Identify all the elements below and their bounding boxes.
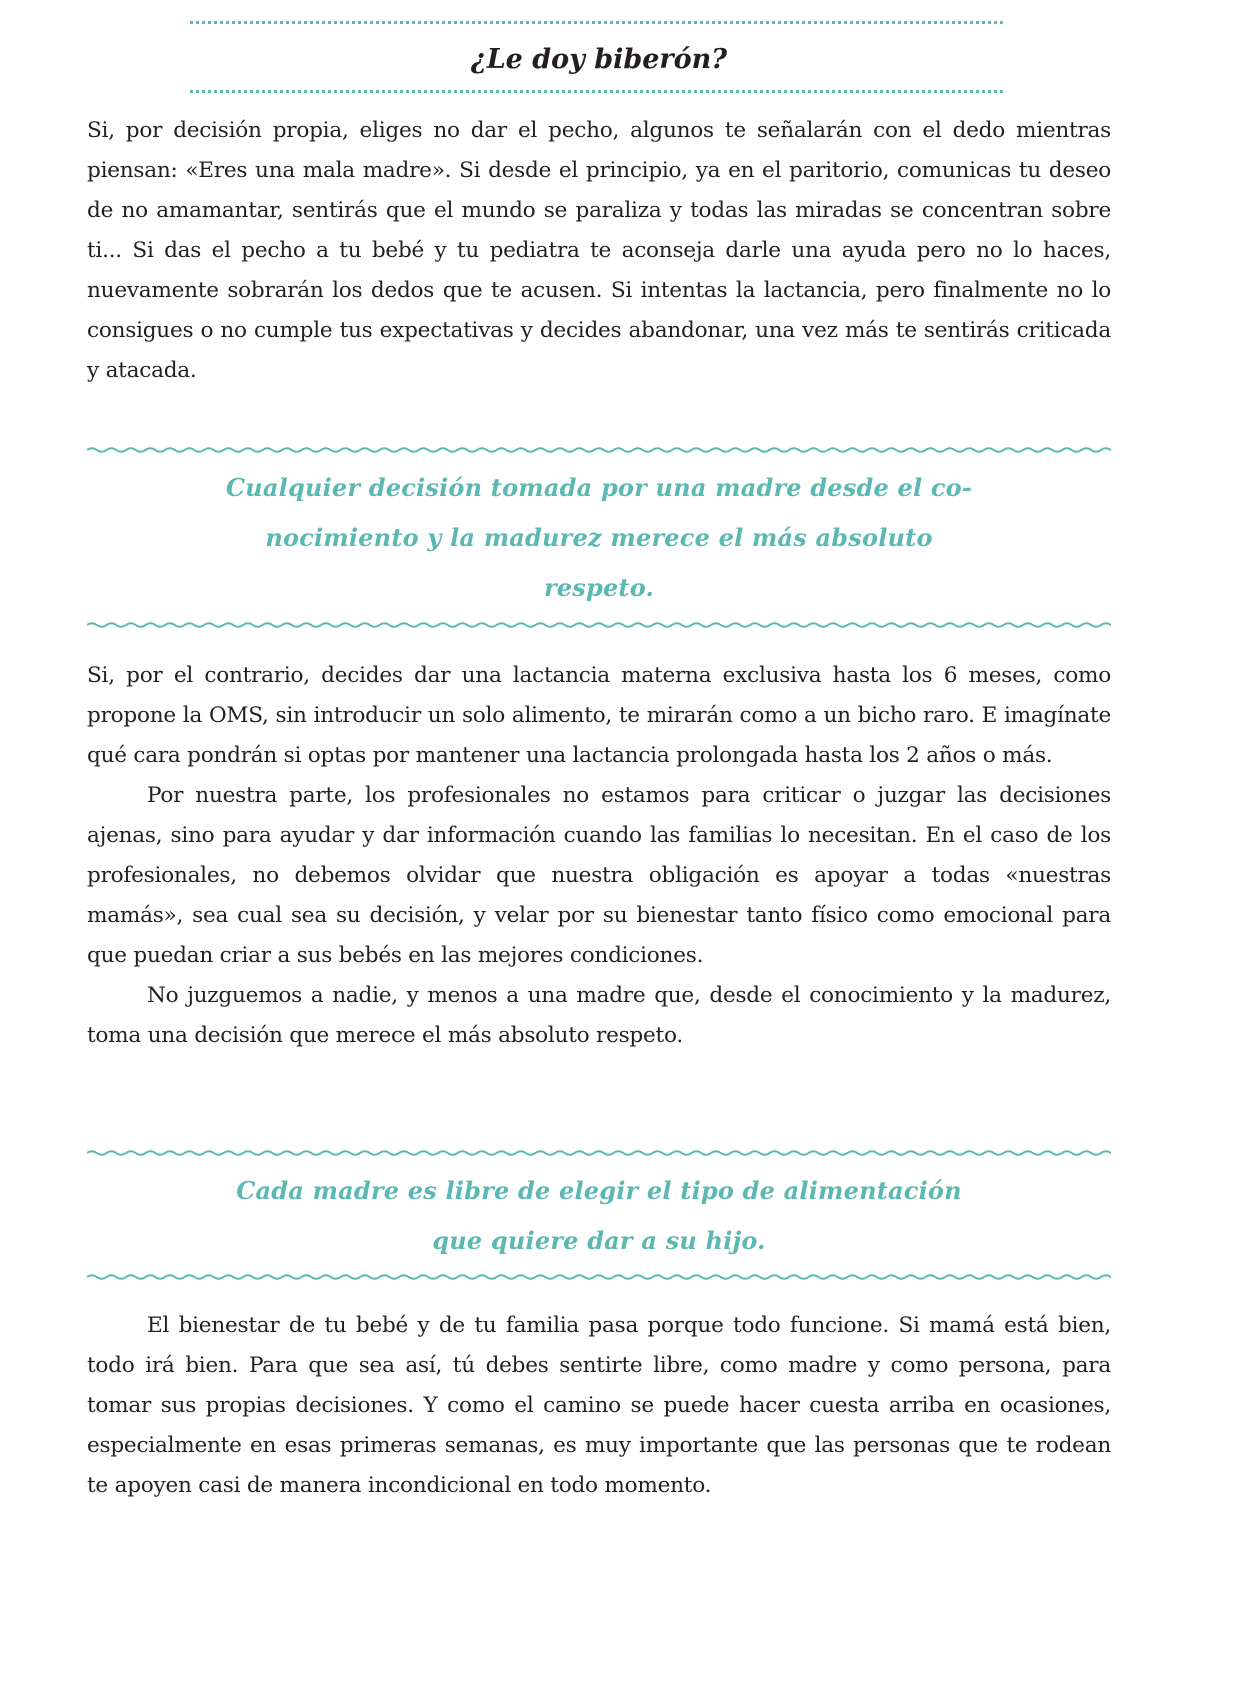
pull-quote-line: Cada madre es libre de elegir el tipo de alimentación: [236, 1176, 962, 1205]
wavy-divider: [87, 1270, 1111, 1284]
intro-text: [87, 111, 1111, 391]
paragraph: El bienestar de tu bebé y de tu familia pasa porque todo funcione. Si mamá está bien, todo irá bien. Para que sea así, tú debes sentirte libre, como madre y como persona, para tomar sus propias decisiones. Y como el camino se puede hacer cuesta arriba en ocasiones, especialmente en esas primeras semanas, es muy importante que las personas que te rodean te apoyen casi de manera incondicional en todo momento.: [87, 1313, 1111, 1498]
final-text: [87, 1306, 1111, 1506]
paragraph: Si, por decisión propia, eliges no dar el pecho, algunos te señalarán con el dedo mientras piensan: «Eres una mala madre». Si desde el principio, ya en el paritorio, comunicas tu deseo de no amamantar, sentirás que el mundo se paraliza y todas las miradas se concentran sobre ti... Si das el pecho a tu bebé y tu pediatra te aconseja darle una ayuda pero no lo haces, nuevamente sobrarán los dedos que te acusen. Si intentas la lactancia, pero finalmente no lo consigues o no cumple tus expectativas y decides abandonar, una vez más te sentirás criticada y atacada.: [87, 118, 1111, 383]
paragraph: Si, por el contrario, decides dar una lactancia materna exclusiva hasta los 6 meses, como propone la OMS, sin introducir un solo alimento, te mirarán como a un bicho raro. E imagínate qué cara pondrán si optas por mantener una lactancia prolongada hasta los 2 años o más.: [87, 663, 1111, 768]
pull-quote-2: [87, 1166, 1111, 1266]
wavy-divider: [87, 1146, 1111, 1160]
pull-quote-line: que quiere dar a su hijo.: [432, 1226, 766, 1255]
middle-text: [87, 656, 1111, 1056]
wavy-divider: [87, 443, 1111, 457]
wavy-divider: [87, 618, 1111, 632]
heading-bottom-rule: [190, 90, 1003, 93]
pull-quote-line: respeto.: [543, 573, 655, 602]
paragraph: Por nuestra parte, los profesionales no estamos para criticar o juzgar las decisiones ajenas, sino para ayudar y dar información cuando las familias lo necesitan. En el caso de los profesionales, no debemos olvidar que nuestra obligación es apoyar a todas «nuestras mamás», sea cual sea su decisión, y velar por su bienestar tanto físico como emocional para que puedan criar a sus bebés en las mejores condiciones.: [87, 783, 1111, 968]
pull-quote-line: Cualquier decisión tomada por una madre desde el co-: [225, 473, 973, 502]
pull-quote-line: nocimiento y la madurez merece el más absoluto: [265, 523, 933, 552]
pull-quote-1: [87, 463, 1111, 613]
heading-top-rule: [190, 21, 1003, 24]
section-heading: ¿Le doy biberón?: [470, 44, 728, 75]
paragraph: No juzguemos a nadie, y menos a una madre que, desde el conocimiento y la madurez, toma una decisión que merece el más absoluto respeto.: [87, 983, 1111, 1048]
